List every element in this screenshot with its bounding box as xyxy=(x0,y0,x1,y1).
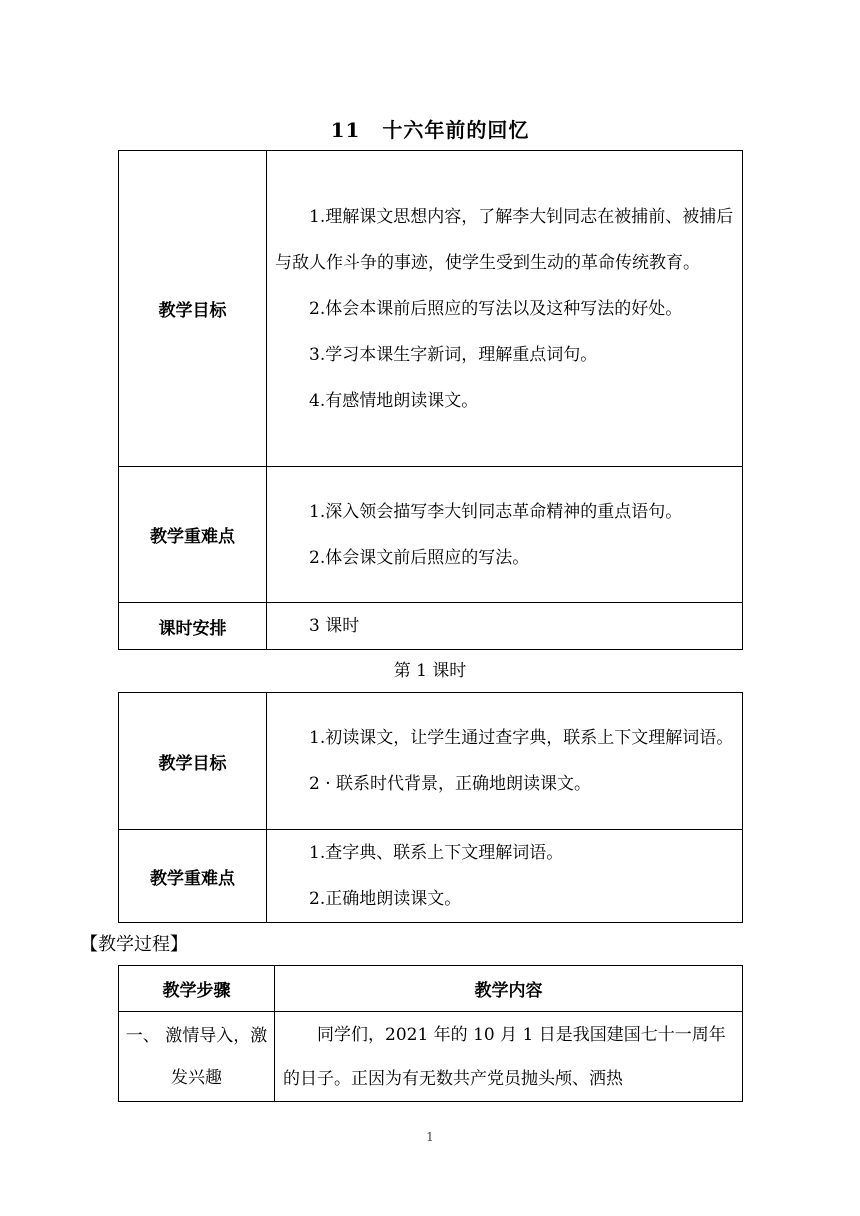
step-content xyxy=(275,1012,743,1102)
list-item: 1.初读课文，让学生通过查字典，联系上下文理解词语。 xyxy=(309,728,734,748)
row-content xyxy=(267,151,743,467)
section-heading: 【教学过程】 xyxy=(80,934,188,955)
list-item: 2.体会本课前后照应的写法以及这种写法的好处。 xyxy=(309,298,683,319)
lesson-title xyxy=(0,114,860,143)
lesson-number: 11 xyxy=(330,118,361,142)
lesson-period-title: 第 1 课时 xyxy=(393,661,467,681)
column-header-step: 教学步骤 xyxy=(119,966,275,1012)
list-item: 2.正确地朗读课文。 xyxy=(309,889,462,909)
list-item: 3 课时 xyxy=(309,616,360,636)
list-item: 2.体会课文前后照应的写法。 xyxy=(309,547,530,568)
table-header-row xyxy=(119,966,743,1012)
objectives-table xyxy=(118,150,743,650)
period-objectives-table xyxy=(118,692,743,923)
list-item: 1.查字典、联系上下文理解词语。 xyxy=(309,843,564,863)
list-item: 1.深入领会描写李大钊同志革命精神的重点语句。 xyxy=(309,501,683,522)
paragraph: 同学们，2021 年的 10 月 1 日是我国建国七十一周年的日子。正因为有无数共产党员抛头颅、洒热 xyxy=(283,1024,726,1089)
list-item: 2 · 联系时代背景，正确地朗读课文。 xyxy=(309,774,592,794)
process-table xyxy=(118,965,743,1102)
table-row xyxy=(119,467,743,603)
page-number: 1 xyxy=(426,1130,434,1144)
row-content xyxy=(267,693,743,830)
row-label: 教学目标 xyxy=(119,151,267,467)
row-label: 课时安排 xyxy=(119,603,267,650)
list-item: 1.理解课文思想内容，了解李大钊同志在被捕前、被捕后与敌人作斗争的事迹，使学生受到生动的革命传统教育。 xyxy=(275,206,734,273)
row-label: 教学重难点 xyxy=(119,830,267,923)
lesson-name: 十六年前的回忆 xyxy=(382,118,530,142)
table-row xyxy=(119,1012,743,1102)
list-item: 4.有感情地朗读课文。 xyxy=(309,390,479,411)
column-header-content: 教学内容 xyxy=(275,966,743,1012)
table-row xyxy=(119,603,743,650)
table-row xyxy=(119,151,743,467)
table-row xyxy=(119,693,743,830)
row-label: 教学重难点 xyxy=(119,467,267,603)
table-row xyxy=(119,830,743,923)
row-content xyxy=(267,467,743,603)
row-label: 教学目标 xyxy=(119,693,267,830)
step-label: 一、 激情导入，激发兴趣 xyxy=(119,1012,275,1102)
row-content xyxy=(267,830,743,923)
list-item: 3.学习本课生字新词，理解重点词句。 xyxy=(309,344,598,365)
row-content xyxy=(267,603,743,650)
